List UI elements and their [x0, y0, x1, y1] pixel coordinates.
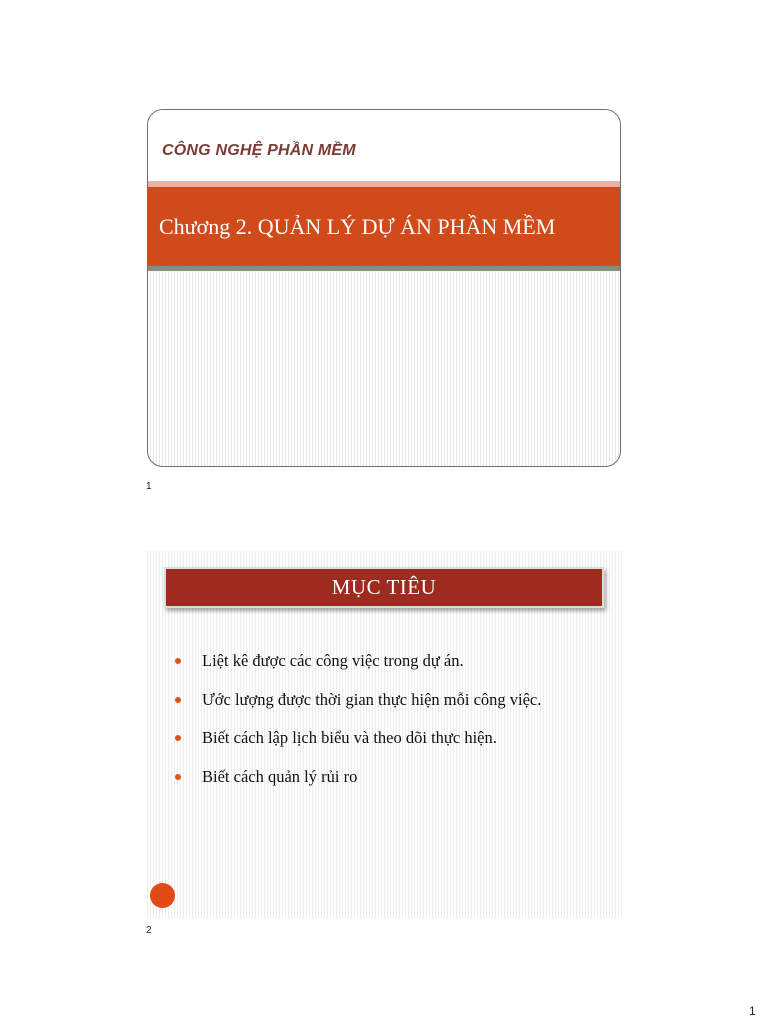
list-item — [175, 642, 541, 681]
bullet-text: Ước lượng được thời gian thực hiện mỗi công việc. — [202, 689, 542, 709]
subject-title: CÔNG NGHỆ PHẦN MỀM — [162, 142, 356, 159]
accent-band-gray — [148, 266, 620, 271]
document-page-number: 1 — [749, 1004, 756, 1018]
slide-1 — [147, 109, 621, 467]
bullet-text: Biết cách lập lịch biểu và theo dõi thực hiện. — [202, 728, 497, 748]
chapter-title: Chương 2. QUẢN LÝ DỰ ÁN PHẦN MỀM — [159, 214, 556, 239]
slide-2 — [145, 551, 624, 918]
list-item — [175, 758, 541, 797]
slide-2-number: 2 — [146, 925, 152, 936]
slide-1-number: 1 — [146, 481, 152, 492]
bullet-icon — [175, 697, 181, 703]
bullet-icon — [175, 774, 181, 780]
bullet-icon — [175, 735, 181, 741]
objective-banner — [164, 567, 604, 608]
list-item — [175, 681, 541, 720]
decorative-circle-icon — [150, 883, 175, 908]
bullet-icon — [175, 658, 181, 664]
list-item — [175, 719, 541, 758]
bullet-text: Liệt kê được các công việc trong dự án. — [202, 651, 464, 671]
bullet-text: Biết cách quản lý rủi ro — [202, 766, 358, 786]
objective-title: MỤC TIÊU — [331, 575, 437, 599]
objective-list — [175, 642, 541, 796]
